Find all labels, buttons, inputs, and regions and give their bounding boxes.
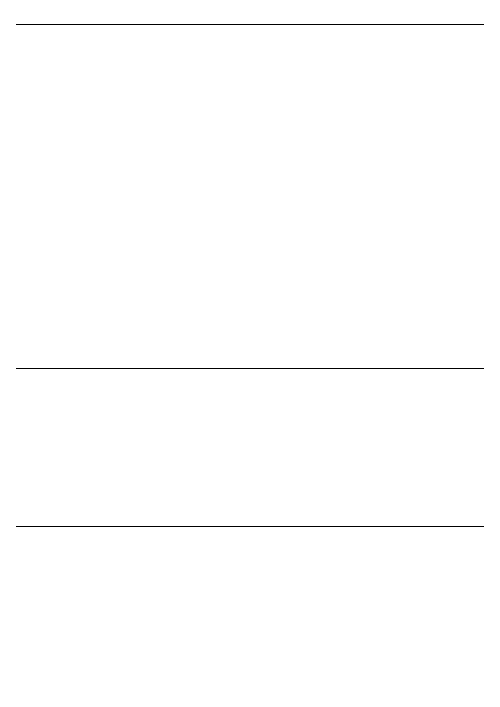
notes-divider bbox=[16, 526, 484, 527]
footnotes bbox=[16, 530, 484, 700]
footnotes-right-column bbox=[255, 530, 484, 700]
main-text bbox=[40, 30, 484, 366]
commentary-text bbox=[16, 372, 484, 520]
footnotes-left-column bbox=[16, 530, 245, 700]
running-header bbox=[16, 8, 484, 25]
commentary-divider bbox=[16, 368, 484, 369]
